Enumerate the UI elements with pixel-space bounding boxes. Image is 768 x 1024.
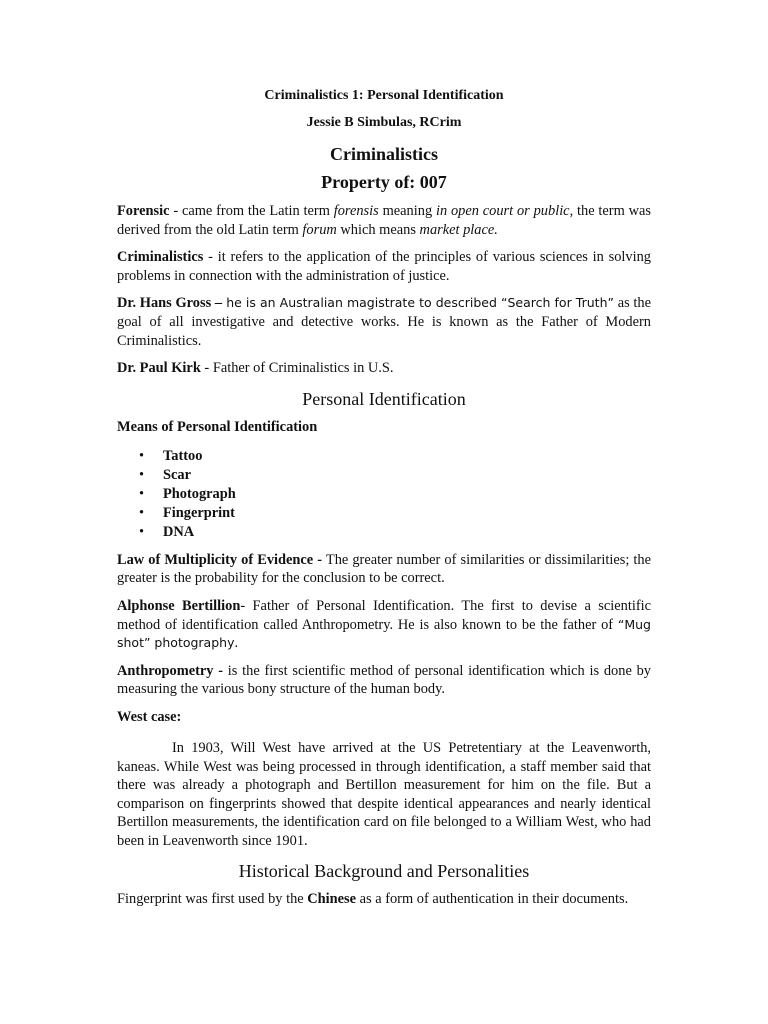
law-of-multiplicity: Law of Multiplicity of Evidence - The greater number of similarities or dissimilarities; the greater is the probability for the conclusion to be correct. <box>117 551 651 587</box>
west-case-heading: West case: <box>117 708 182 725</box>
author-line: Jessie B Simbulas, RCrim <box>306 115 462 130</box>
forensic-term: Forensic <box>117 203 170 219</box>
bertillion-term: Alphonse Bertillion <box>117 597 241 614</box>
means-list <box>117 447 651 542</box>
forensic-definition: Forensic - came from the Latin term forensis meaning in open court or public, the term was derived from the old Latin term forum which means market place. <box>117 203 651 238</box>
personal-identification-heading: Personal Identification <box>302 388 466 409</box>
list-item: • Fingerprint <box>117 504 651 523</box>
paul-kirk-term: Dr. Paul Kirk <box>117 360 201 377</box>
criminalistics-term: Criminalistics <box>117 249 204 266</box>
anthropometry-definition: Anthropometry - is the first scientific method of personal identification which is done by measuring the various bony structure of the human body. <box>117 662 651 698</box>
hans-gross-definition: Dr. Hans Gross – he is an Australian magistrate to described “Search for Truth” as the goal of all investigative and detective works. He is known as the Father of Modern Criminalistics. <box>117 295 651 349</box>
history-heading: Historical Background and Personalities <box>238 861 530 882</box>
list-item: • Tattoo <box>117 447 651 466</box>
property-line: Property of: 007 <box>321 172 447 192</box>
list-item: • Scar <box>117 466 651 485</box>
paul-kirk-definition: Dr. Paul Kirk - Father of Criminalistics in U.S. <box>117 360 394 377</box>
course-title: Criminalistics 1: Personal Identification <box>264 88 504 103</box>
anthropometry-term: Anthropometry - <box>117 662 224 679</box>
subject-title: Criminalistics <box>330 144 438 164</box>
law-term: Law of Multiplicity of Evidence - <box>117 551 323 568</box>
hans-gross-term: Dr. Hans Gross – <box>117 295 223 312</box>
bertillion-definition: Alphonse Bertillion- Father of Personal Identification. The first to devise a scientific method of identification called Anthropometry. He is also known to be the father of “Mug shot” photography. <box>117 597 652 652</box>
list-item: • DNA <box>117 523 651 542</box>
document-page <box>117 86 651 918</box>
west-case-text: In 1903, Will West have arrived at the US Petretentiary at the Leavenworth, kaneas. While West was being processed in through identification, a staff member said that there was already a photograph and Bertillon measurement for him on the file. But a comparison on fingerprints showed that despite identical appearances and nearly identical Bertillon measurements, the identification card on file belonged to a William West, who had been in Leavenworth since 1901. <box>117 739 651 849</box>
list-item: • Photograph <box>117 485 651 504</box>
means-heading: Means of Personal Identification <box>117 418 318 435</box>
history-text: Fingerprint was first used by the Chinese as a form of authentication in their documents. <box>117 891 629 908</box>
criminalistics-definition: Criminalistics - it refers to the application of the principles of various sciences in solving problems in connection with the administration of justice. <box>117 249 651 284</box>
